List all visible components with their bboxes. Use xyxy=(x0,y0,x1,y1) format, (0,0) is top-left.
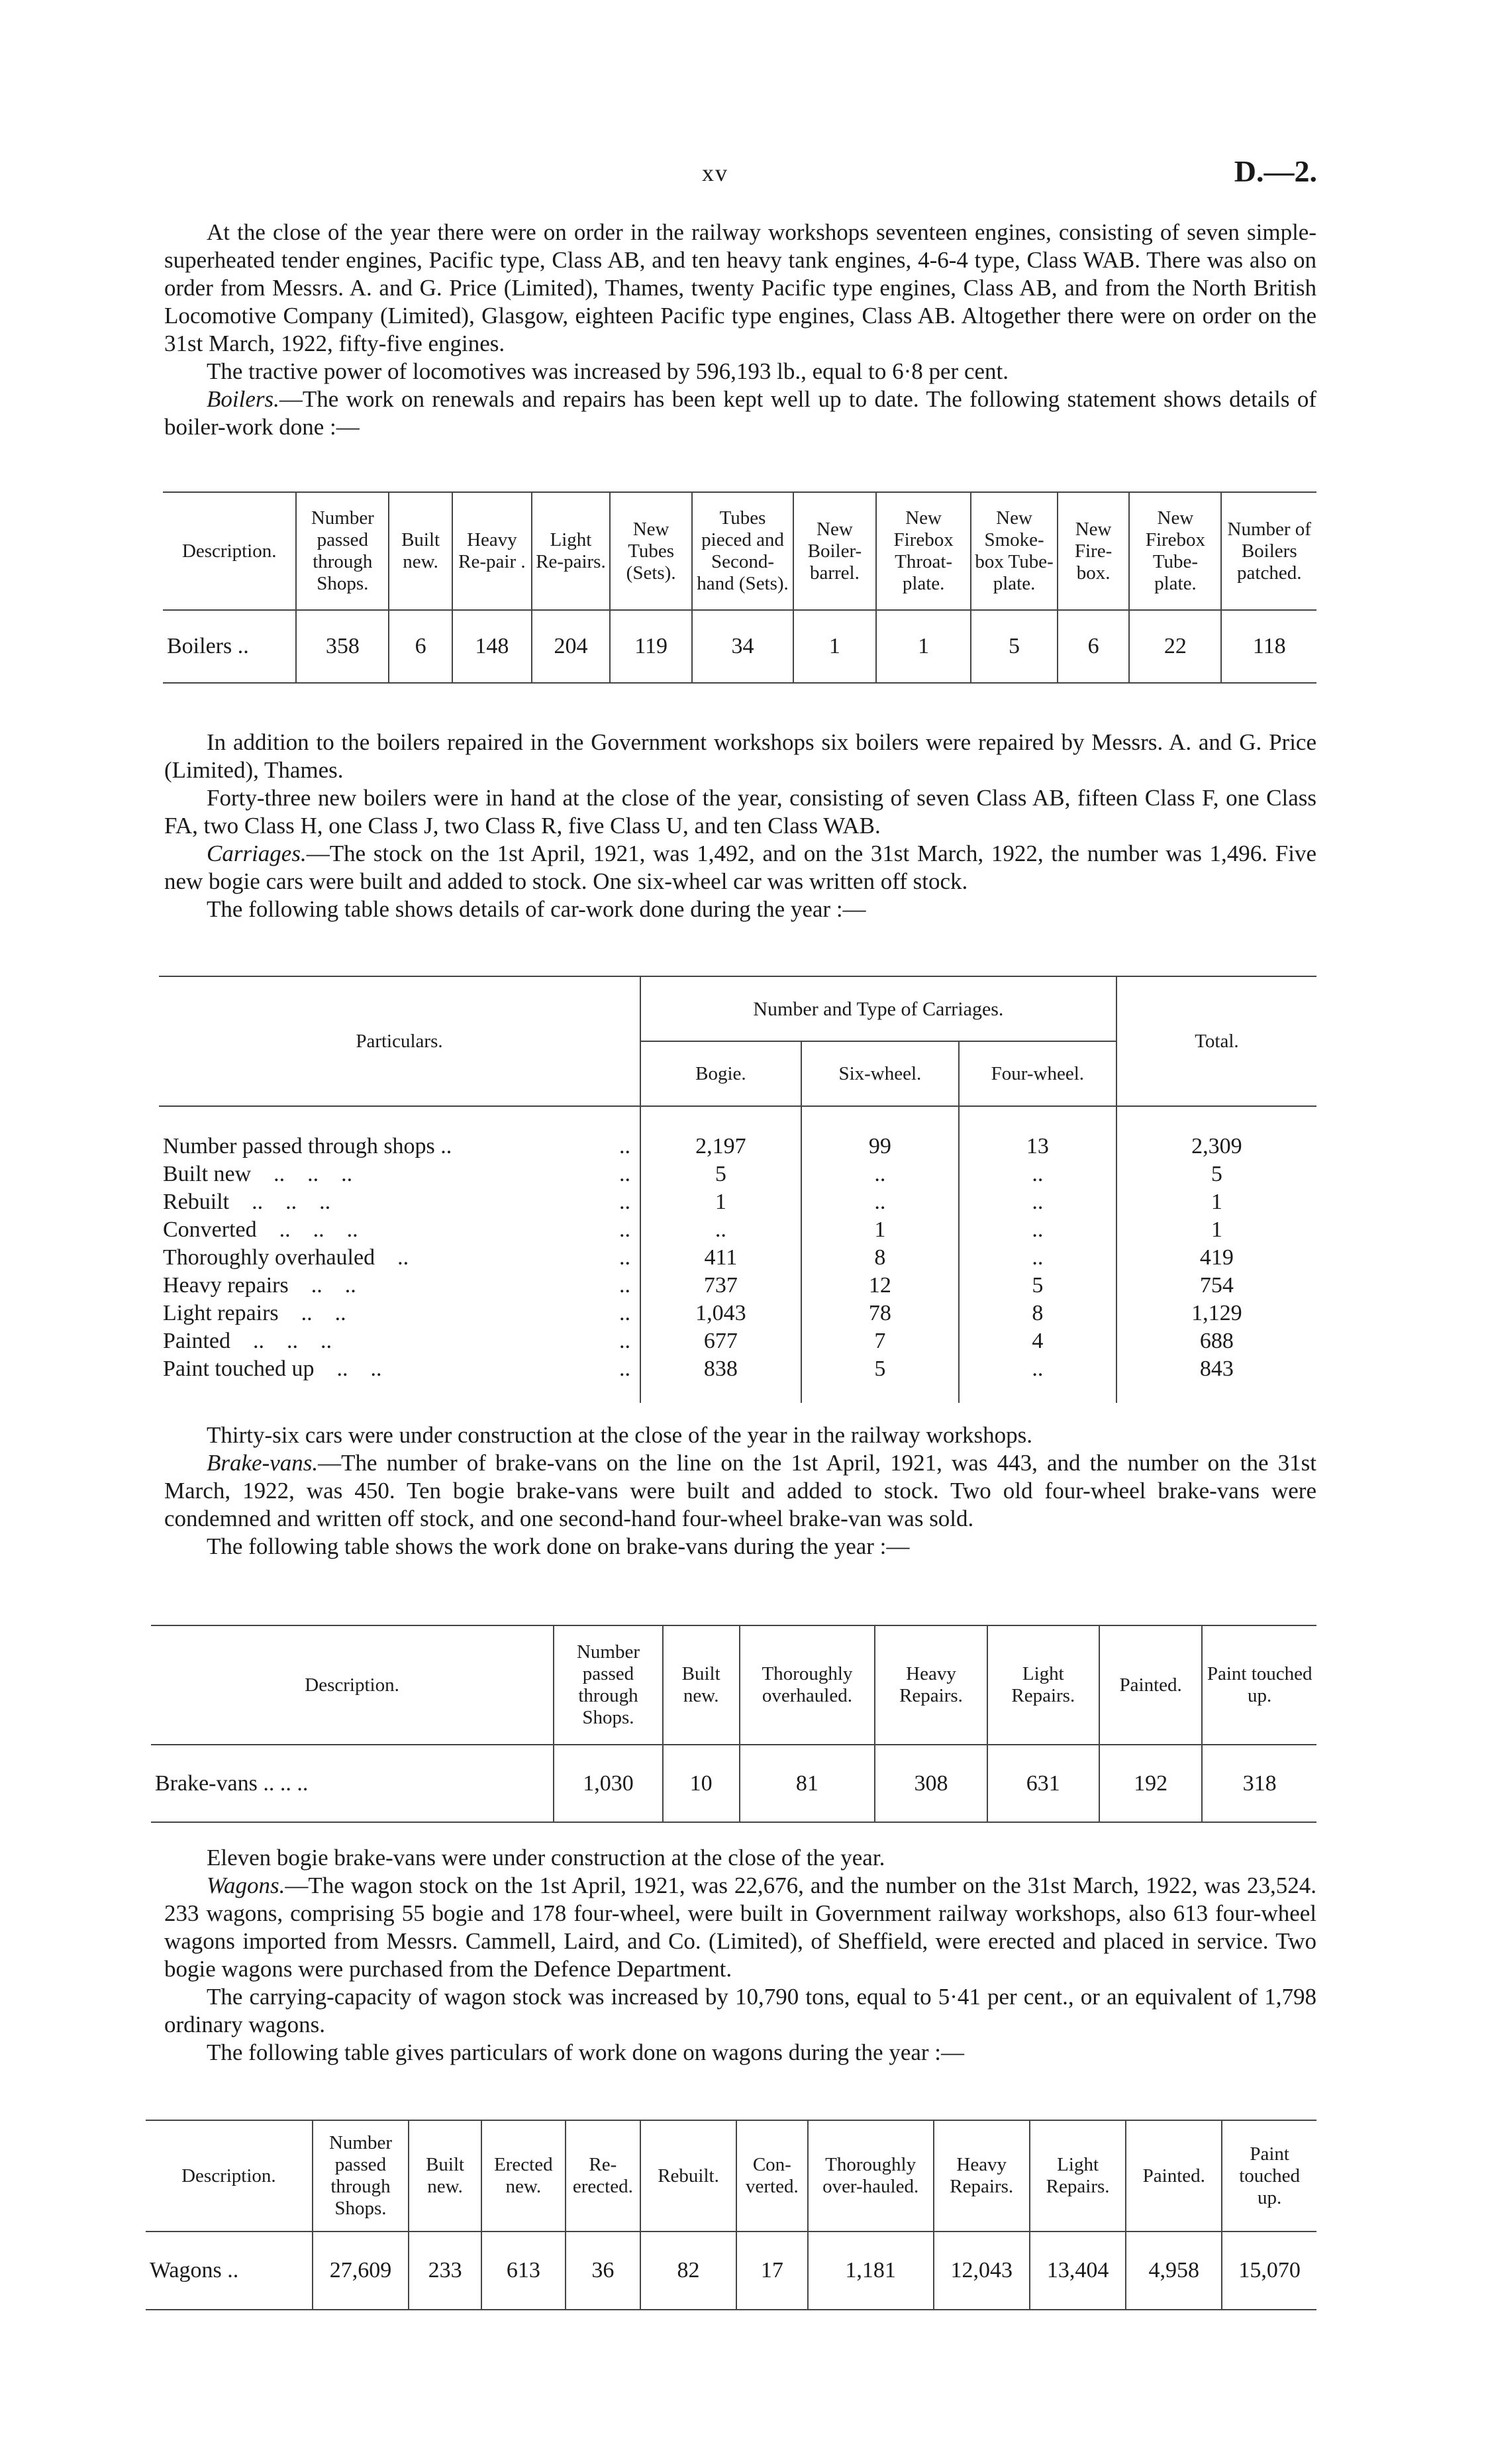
wagons-header-erected: Erected new. xyxy=(481,2120,566,2232)
wagons-header-passed: Number passed through Shops. xyxy=(313,2120,409,2232)
boilers-header-firebox: New Fire-box. xyxy=(1058,492,1130,610)
row-label xyxy=(159,1300,640,1327)
carriages-header-bogie: Bogie. xyxy=(640,1041,801,1106)
boilers-heading: Boilers. xyxy=(207,386,279,412)
boilers-header-throat: New Firebox Throat-plate. xyxy=(876,492,971,610)
carriages-text: —The stock on the 1st April, 1921, was 1,492, and on the 31st March, 1922, the number was 1,496. Five new bogie cars were built and added to stock. One six-wheel car was written off stock. xyxy=(164,841,1316,894)
six-wheel-value: 7 xyxy=(801,1327,959,1355)
wagons-section xyxy=(164,1844,1316,2067)
table-cell: 5 xyxy=(971,610,1057,683)
total-value: 2,309 xyxy=(1116,1133,1316,1160)
four-wheel-value: 8 xyxy=(959,1300,1116,1327)
table-cell: 6 xyxy=(389,610,452,683)
row-label xyxy=(159,1133,640,1160)
table-row xyxy=(163,610,1316,683)
table-cell: 1 xyxy=(876,610,971,683)
total-value: 1 xyxy=(1116,1216,1316,1244)
carriages-heading: Carriages. xyxy=(207,841,307,866)
total-value: 419 xyxy=(1116,1244,1316,1272)
table-cell: 118 xyxy=(1221,610,1316,683)
table-cell: 34 xyxy=(692,610,793,683)
brakevans-text: —The number of brake-vans on the line on the 1st April, 1921, was 443, and the number on the 31st March, 1922, was 450. Ten bogie brake-vans were built and added to stock. Two old four-wheel brake-vans were condemned and written off stock, and one second-hand four-wheel brake-van was sold. xyxy=(164,1450,1316,1531)
bogie-value: 838 xyxy=(640,1355,801,1383)
row-label xyxy=(159,1188,640,1216)
table-cell: 233 xyxy=(409,2232,481,2310)
row-label xyxy=(159,1272,640,1300)
six-wheel-value: 5 xyxy=(801,1355,959,1383)
row-leader-dots: .. xyxy=(619,1301,630,1325)
row-leader-dots: .. xyxy=(619,1217,630,1242)
intro-section xyxy=(164,219,1316,441)
carriages-table xyxy=(159,976,1316,1403)
boilers-header-firebox-tube: New Firebox Tube-plate. xyxy=(1129,492,1221,610)
table-row xyxy=(159,1133,1316,1160)
row-leader-dots: .. xyxy=(619,1357,630,1381)
carriages-header-particulars: Particulars. xyxy=(356,1030,443,1052)
table-row xyxy=(151,1745,1316,1822)
row-leader-dots: .. xyxy=(619,1245,630,1270)
table-cell: 1,181 xyxy=(808,2232,934,2310)
table-cell: 1 xyxy=(793,610,876,683)
paragraph-carrying-capacity: The carrying-capacity of wagon stock was increased by 10,790 tons, equal to 5·41 per cent., or an equivalent of 1,798 ordinary wagons. xyxy=(164,1984,1316,2037)
row-label-text: Built new .. .. .. xyxy=(163,1162,353,1186)
row-label-text: Paint touched up .. .. xyxy=(163,1357,382,1381)
table-cell: 631 xyxy=(987,1745,1099,1822)
table-cell: 1,030 xyxy=(554,1745,663,1822)
paragraph-new-boilers: Forty-three new boilers were in hand at the close of the year, consisting of seven Class AB, fifteen Class F, one Class FA, two Class H, one Class J, two Class R, five Class U, and ten Class WAB. xyxy=(164,785,1316,839)
brakevans-header-heavy: Heavy Repairs. xyxy=(875,1625,987,1745)
wagons-header-light: Light Repairs. xyxy=(1030,2120,1126,2232)
table-cell: 12,043 xyxy=(934,2232,1030,2310)
wagons-header-converted: Con-verted. xyxy=(736,2120,808,2232)
boilers-carriages-section xyxy=(164,729,1316,923)
four-wheel-value: .. xyxy=(959,1355,1116,1383)
bogie-value: .. xyxy=(640,1216,801,1244)
table-cell: 22 xyxy=(1129,610,1221,683)
four-wheel-value: 4 xyxy=(959,1327,1116,1355)
row-label-text: Light repairs .. .. xyxy=(163,1301,346,1325)
total-value: 754 xyxy=(1116,1272,1316,1300)
six-wheel-value: 78 xyxy=(801,1300,959,1327)
bogie-value: 1,043 xyxy=(640,1300,801,1327)
table-row xyxy=(159,1272,1316,1300)
table-cell: 81 xyxy=(740,1745,875,1822)
brakevans-header-built: Built new. xyxy=(663,1625,740,1745)
six-wheel-value: 1 xyxy=(801,1216,959,1244)
four-wheel-value: 5 xyxy=(959,1272,1116,1300)
table-row xyxy=(159,1188,1316,1216)
table-cell: 192 xyxy=(1099,1745,1202,1822)
intro-paragraph-tractive: The tractive power of locomotives was increased by 596,193 lb., equal to 6·8 per cent. xyxy=(207,358,1009,384)
boilers-header-description: Description. xyxy=(181,540,277,562)
table-row xyxy=(159,1327,1316,1355)
table-row xyxy=(159,1160,1316,1188)
paragraph-wagons xyxy=(164,1872,1316,1983)
table-cell: 27,609 xyxy=(313,2232,409,2310)
boilers-header-passed: Number passed through Shops. xyxy=(296,492,389,610)
table-cell: 148 xyxy=(452,610,532,683)
table-cell: 358 xyxy=(296,610,389,683)
table-cell: 17 xyxy=(736,2232,808,2310)
paragraph-brakevans-construction: Eleven bogie brake-vans were under construction at the close of the year. xyxy=(207,1845,885,1871)
brakevans-header-painted: Painted. xyxy=(1099,1625,1202,1745)
table-cell: 15,070 xyxy=(1222,2232,1316,2310)
wagons-header-description: Description. xyxy=(181,2165,276,2186)
total-value: 5 xyxy=(1116,1160,1316,1188)
brakevans-header-description: Description. xyxy=(305,1674,399,1696)
wagons-header-built: Built new. xyxy=(409,2120,481,2232)
wagons-header-painted: Painted. xyxy=(1126,2120,1222,2232)
document-id: D.—2. xyxy=(1234,154,1317,188)
six-wheel-value: .. xyxy=(801,1160,959,1188)
table-cell: Wagons .. xyxy=(150,2258,239,2283)
wagons-text: —The wagon stock on the 1st April, 1921, was 22,676, and the number on the 31st March, 1922, was 23,524. 233 wagons, comprising 55 bogie and 178 four-wheel, were built in Government railway workshops, also 613 four-wheel wagons imported from Messrs. Cammell, Laird, and Co. (Limited), of Sheffield, were erected and placed in service. Two bogie wagons were purchased from the Defence Department. xyxy=(164,1873,1316,1982)
paragraph-cars-construction: Thirty-six cars were under construction at the close of the year in the railway workshops. xyxy=(207,1422,1032,1448)
row-label-text: Painted .. .. .. xyxy=(163,1329,332,1353)
row-label-text: Rebuilt .. .. .. xyxy=(163,1190,331,1214)
wagons-header-heavy: Heavy Repairs. xyxy=(934,2120,1030,2232)
page-number: xv xyxy=(702,160,728,186)
four-wheel-value: .. xyxy=(959,1188,1116,1216)
intro-paragraph-boilers xyxy=(164,385,1316,441)
boilers-table xyxy=(163,491,1316,684)
boilers-header-built: Built new. xyxy=(389,492,452,610)
row-label xyxy=(159,1244,640,1272)
carriages-header-total: Total. xyxy=(1116,976,1316,1106)
row-label xyxy=(159,1327,640,1355)
six-wheel-value: 8 xyxy=(801,1244,959,1272)
table-spacer xyxy=(159,1383,1316,1403)
boilers-header-heavy: Heavy Re-pair . xyxy=(452,492,532,610)
boilers-header-barrel: New Boiler-barrel. xyxy=(793,492,876,610)
table-cell: 36 xyxy=(566,2232,640,2310)
table-cell: 82 xyxy=(640,2232,736,2310)
brakevans-heading: Brake-vans. xyxy=(207,1450,319,1476)
bogie-value: 1 xyxy=(640,1188,801,1216)
paragraph-wagons-table-intro: The following table gives particulars of work done on wagons during the year :— xyxy=(207,2039,965,2065)
wagons-header-rebuilt: Rebuilt. xyxy=(640,2120,736,2232)
wagons-header-overhauled: Thoroughly over-hauled. xyxy=(808,2120,934,2232)
four-wheel-value: .. xyxy=(959,1244,1116,1272)
brakevans-section xyxy=(164,1421,1316,1561)
wagons-table xyxy=(146,2120,1316,2310)
boilers-header-light: Light Re-pairs. xyxy=(532,492,610,610)
row-leader-dots: .. xyxy=(619,1329,630,1353)
brakevans-header-overhauled: Thoroughly overhauled. xyxy=(740,1625,875,1745)
table-row xyxy=(159,1244,1316,1272)
bogie-value: 2,197 xyxy=(640,1133,801,1160)
row-label-text: Converted .. .. .. xyxy=(163,1217,358,1242)
six-wheel-value: .. xyxy=(801,1188,959,1216)
table-cell: Brake-vans .. .. .. xyxy=(155,1771,309,1796)
brakevans-header-light: Light Repairs. xyxy=(987,1625,1099,1745)
intro-paragraph-engines: At the close of the year there were on order in the railway workshops seventeen engines, consisting of seven simple-superheated tender engines, Pacific type, Class AB, and ten heavy tank engines, 4-6-4 type, Class WAB. There was also on order from Messrs. A. and G. Price (Limited), Thames, twenty Pacific type engines, Class AB, and from the North British Locomotive Company (Limited), Glasgow, eighteen Pacific type engines, Class AB. Altogether there were on order on the 31st March, 1922, fifty-five engines. xyxy=(164,219,1316,356)
six-wheel-value: 99 xyxy=(801,1133,959,1160)
total-value: 1,129 xyxy=(1116,1300,1316,1327)
row-leader-dots: .. xyxy=(619,1190,630,1214)
row-leader-dots: .. xyxy=(619,1162,630,1186)
carriages-header-six-wheel: Six-wheel. xyxy=(801,1041,959,1106)
total-value: 843 xyxy=(1116,1355,1316,1383)
brakevans-table xyxy=(151,1625,1316,1823)
wagons-header-re-erected: Re-erected. xyxy=(566,2120,640,2232)
row-label-text: Heavy repairs .. .. xyxy=(163,1273,356,1298)
table-row xyxy=(159,1355,1316,1383)
bogie-value: 411 xyxy=(640,1244,801,1272)
boilers-header-smokebox: New Smoke-box Tube-plate. xyxy=(971,492,1057,610)
row-label-text: Thoroughly overhauled .. xyxy=(163,1245,409,1270)
six-wheel-value: 12 xyxy=(801,1272,959,1300)
bogie-value: 677 xyxy=(640,1327,801,1355)
four-wheel-value: .. xyxy=(959,1216,1116,1244)
carriages-header-group: Number and Type of Carriages. xyxy=(640,976,1116,1041)
boilers-text: —The work on renewals and repairs has been kept well up to date. The following statement shows details of boiler-work done :— xyxy=(164,386,1316,440)
row-label xyxy=(159,1216,640,1244)
table-cell: Boilers .. xyxy=(167,634,249,658)
table-cell: 4,958 xyxy=(1126,2232,1222,2310)
table-row xyxy=(159,1300,1316,1327)
table-row xyxy=(146,2232,1316,2310)
row-leader-dots: .. xyxy=(619,1134,630,1158)
four-wheel-value: 13 xyxy=(959,1133,1116,1160)
table-cell: 10 xyxy=(663,1745,740,1822)
paragraph-boilers-price: In addition to the boilers repaired in the Government workshops six boilers were repaired by Messrs. A. and G. Price (Limited), Thames. xyxy=(164,729,1316,783)
paragraph-carriages-table-intro: The following table shows details of car-work done during the year :— xyxy=(207,896,866,922)
bogie-value: 737 xyxy=(640,1272,801,1300)
row-label-text: Number passed through shops .. xyxy=(163,1134,452,1158)
row-label xyxy=(159,1160,640,1188)
paragraph-carriages xyxy=(164,840,1316,896)
table-cell: 318 xyxy=(1202,1745,1316,1822)
row-label xyxy=(159,1355,640,1383)
four-wheel-value: .. xyxy=(959,1160,1116,1188)
carriages-rows xyxy=(159,1133,1316,1403)
paragraph-brakevans-table-intro: The following table shows the work done on brake-vans during the year :— xyxy=(207,1533,910,1559)
boilers-header-pieced: Tubes pieced and Second-hand (Sets). xyxy=(692,492,793,610)
brakevans-header-touched: Paint touched up. xyxy=(1202,1625,1316,1745)
wagons-header-touched: Paint touched up. xyxy=(1222,2120,1316,2232)
paragraph-brakevans xyxy=(164,1449,1316,1533)
boilers-header-tubes: New Tubes (Sets). xyxy=(610,492,692,610)
table-cell: 613 xyxy=(481,2232,566,2310)
table-cell: 6 xyxy=(1058,610,1130,683)
table-cell: 119 xyxy=(610,610,692,683)
wagons-heading: Wagons. xyxy=(207,1873,285,1898)
row-leader-dots: .. xyxy=(619,1273,630,1298)
total-value: 1 xyxy=(1116,1188,1316,1216)
table-cell: 204 xyxy=(532,610,610,683)
carriages-header-four-wheel: Four-wheel. xyxy=(959,1041,1116,1106)
table-cell: 308 xyxy=(875,1745,987,1822)
table-row xyxy=(159,1216,1316,1244)
bogie-value: 5 xyxy=(640,1160,801,1188)
total-value: 688 xyxy=(1116,1327,1316,1355)
boilers-header-patched: Number of Boilers patched. xyxy=(1221,492,1316,610)
table-cell: 13,404 xyxy=(1030,2232,1126,2310)
brakevans-header-passed: Number passed through Shops. xyxy=(554,1625,663,1745)
